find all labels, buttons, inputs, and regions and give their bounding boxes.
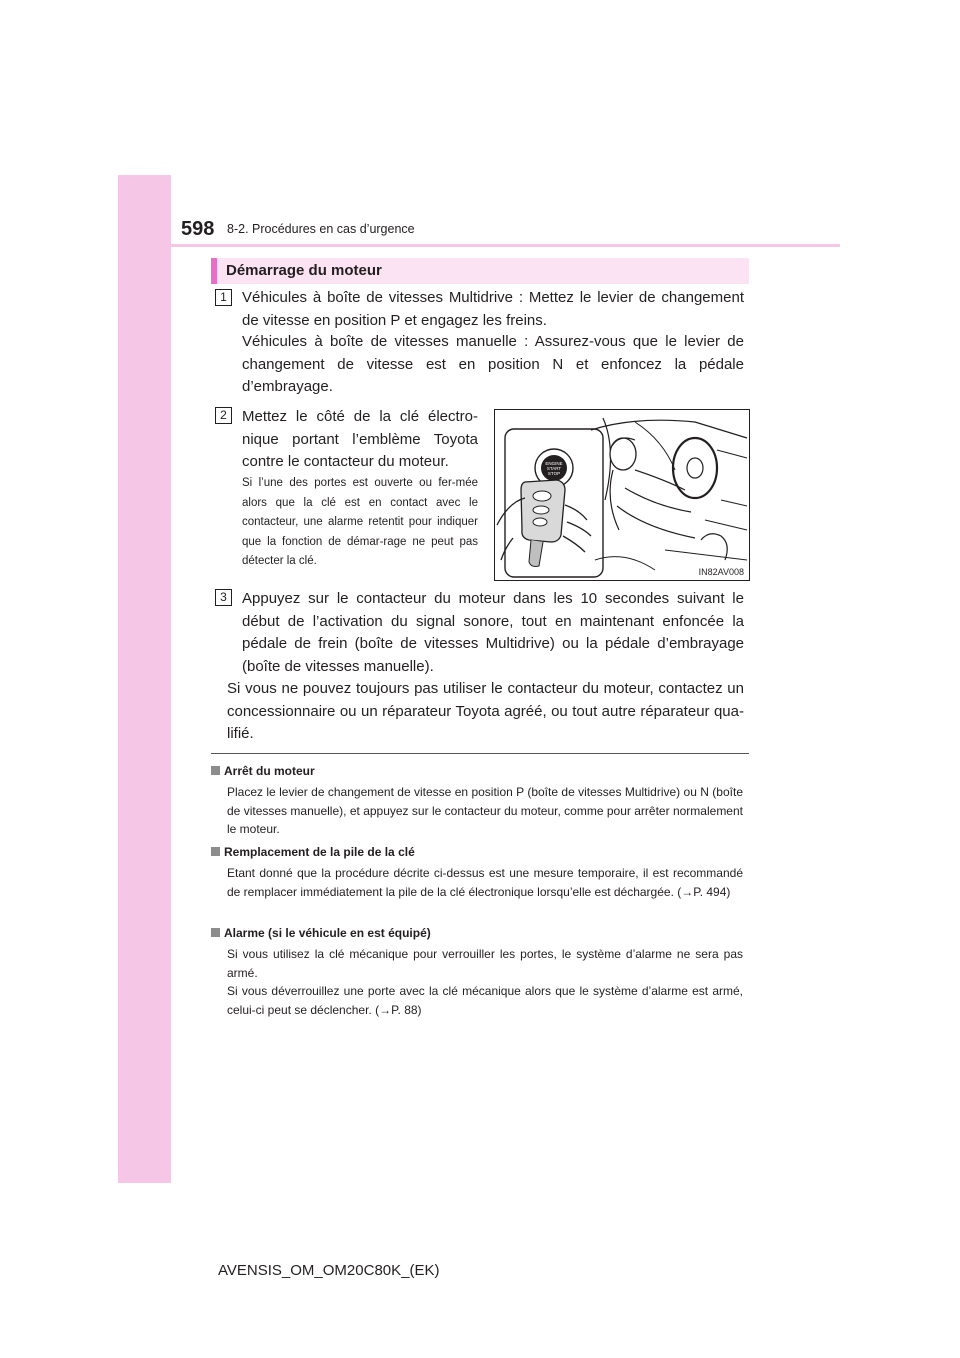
document-footer: AVENSIS_OM_OM20C80K_(EK) <box>218 1262 440 1279</box>
section-heading-bar <box>211 258 749 284</box>
note-title-2: Remplacement de la pile de la clé <box>224 845 415 859</box>
button-text-1: ENGINE <box>545 461 563 466</box>
step-2-text: Mettez le côté de la clé électro-nique portant l’emblème Toyota contre le contacteur du moteur. <box>242 408 478 470</box>
illustration-caption: IN82AV008 <box>698 567 744 577</box>
header-rule <box>171 244 840 247</box>
note-title-3: Alarme (si le véhicule en est équipé) <box>224 926 431 940</box>
chapter-title: 8-2. Procédures en cas d’urgence <box>227 222 415 236</box>
note-heading-1 <box>211 764 315 778</box>
step-1-text-manual: Véhicules à boîte de vitesses manuelle : Assurez-vous que le levier de changement de vitesse est en position N et enfoncez la pédale d’embrayage. <box>242 333 744 395</box>
bullet-square-icon <box>211 847 220 856</box>
step-number-3: 3 <box>215 589 232 606</box>
driver-key-drawing <box>495 410 749 580</box>
note-body-3a: Si vous utilisez la clé mécanique pour verrouiller les portes, le système d’alarme ne sera pas armé. <box>227 947 743 980</box>
step-number-1: 1 <box>215 289 232 306</box>
step-2-note: Si l’une des portes est ouverte ou fer-mée alors que la clé est en contact avec le contacteur, une alarme retentit pour indiquer que la fonction de démar-rage ne peut pas détecter la clé. <box>242 477 478 567</box>
step-number-2: 2 <box>215 407 232 424</box>
section-title: Démarrage du moteur <box>226 262 382 279</box>
button-text-3: STOP <box>547 471 561 476</box>
note-heading-2 <box>211 845 415 859</box>
note-body-1: Placez le levier de changement de vitesse en position P (boîte de vitesses Multidrive) ou N (boîte de vitesses manuelle), et appuyez sur le contacteur du moteur, comme pour arrêter normalement le moteur. <box>227 785 743 836</box>
button-text-2: START <box>546 466 562 471</box>
bullet-square-icon <box>211 766 220 775</box>
section-accent <box>211 258 217 284</box>
key-contact-illustration <box>494 409 750 581</box>
note-body-2: Etant donné que la procédure décrite ci-dessus est une mesure temporaire, il est recommandé de remplacer immédiatement la pile de la clé électronique lorsqu’elle est déchargée. (→P. 494) <box>227 866 743 899</box>
notes-divider <box>211 753 749 754</box>
bullet-square-icon <box>211 928 220 937</box>
page-number: 598 <box>181 218 215 240</box>
closing-paragraph: Si vous ne pouvez toujours pas utiliser le contacteur du moteur, contactez un concessionnaire ou un réparateur Toyota agréé, ou tout autre réparateur qua-lifié. <box>227 680 744 742</box>
note-body-3b: Si vous déverrouillez une porte avec la clé mécanique alors que le système d’alarme est armé, celui-ci peut se déclencher. (→P. 88) <box>227 984 743 1017</box>
note-heading-3 <box>211 926 431 940</box>
step-1-text-multidrive: Véhicules à boîte de vitesses Multidrive : Mettez le levier de changement de vitesse en position P et engagez les freins. <box>242 289 744 329</box>
chapter-sidebar-tab <box>118 175 171 1183</box>
step-3-text: Appuyez sur le contacteur du moteur dans les 10 secondes suivant le début de l’activation du signal sonore, tout en maintenant enfoncée la pédale de frein (boîte de vitesses Multidrive) ou la pédale d’embrayage (boîte de vitesses manuelle). <box>242 590 744 675</box>
note-title-1: Arrêt du moteur <box>224 764 315 778</box>
